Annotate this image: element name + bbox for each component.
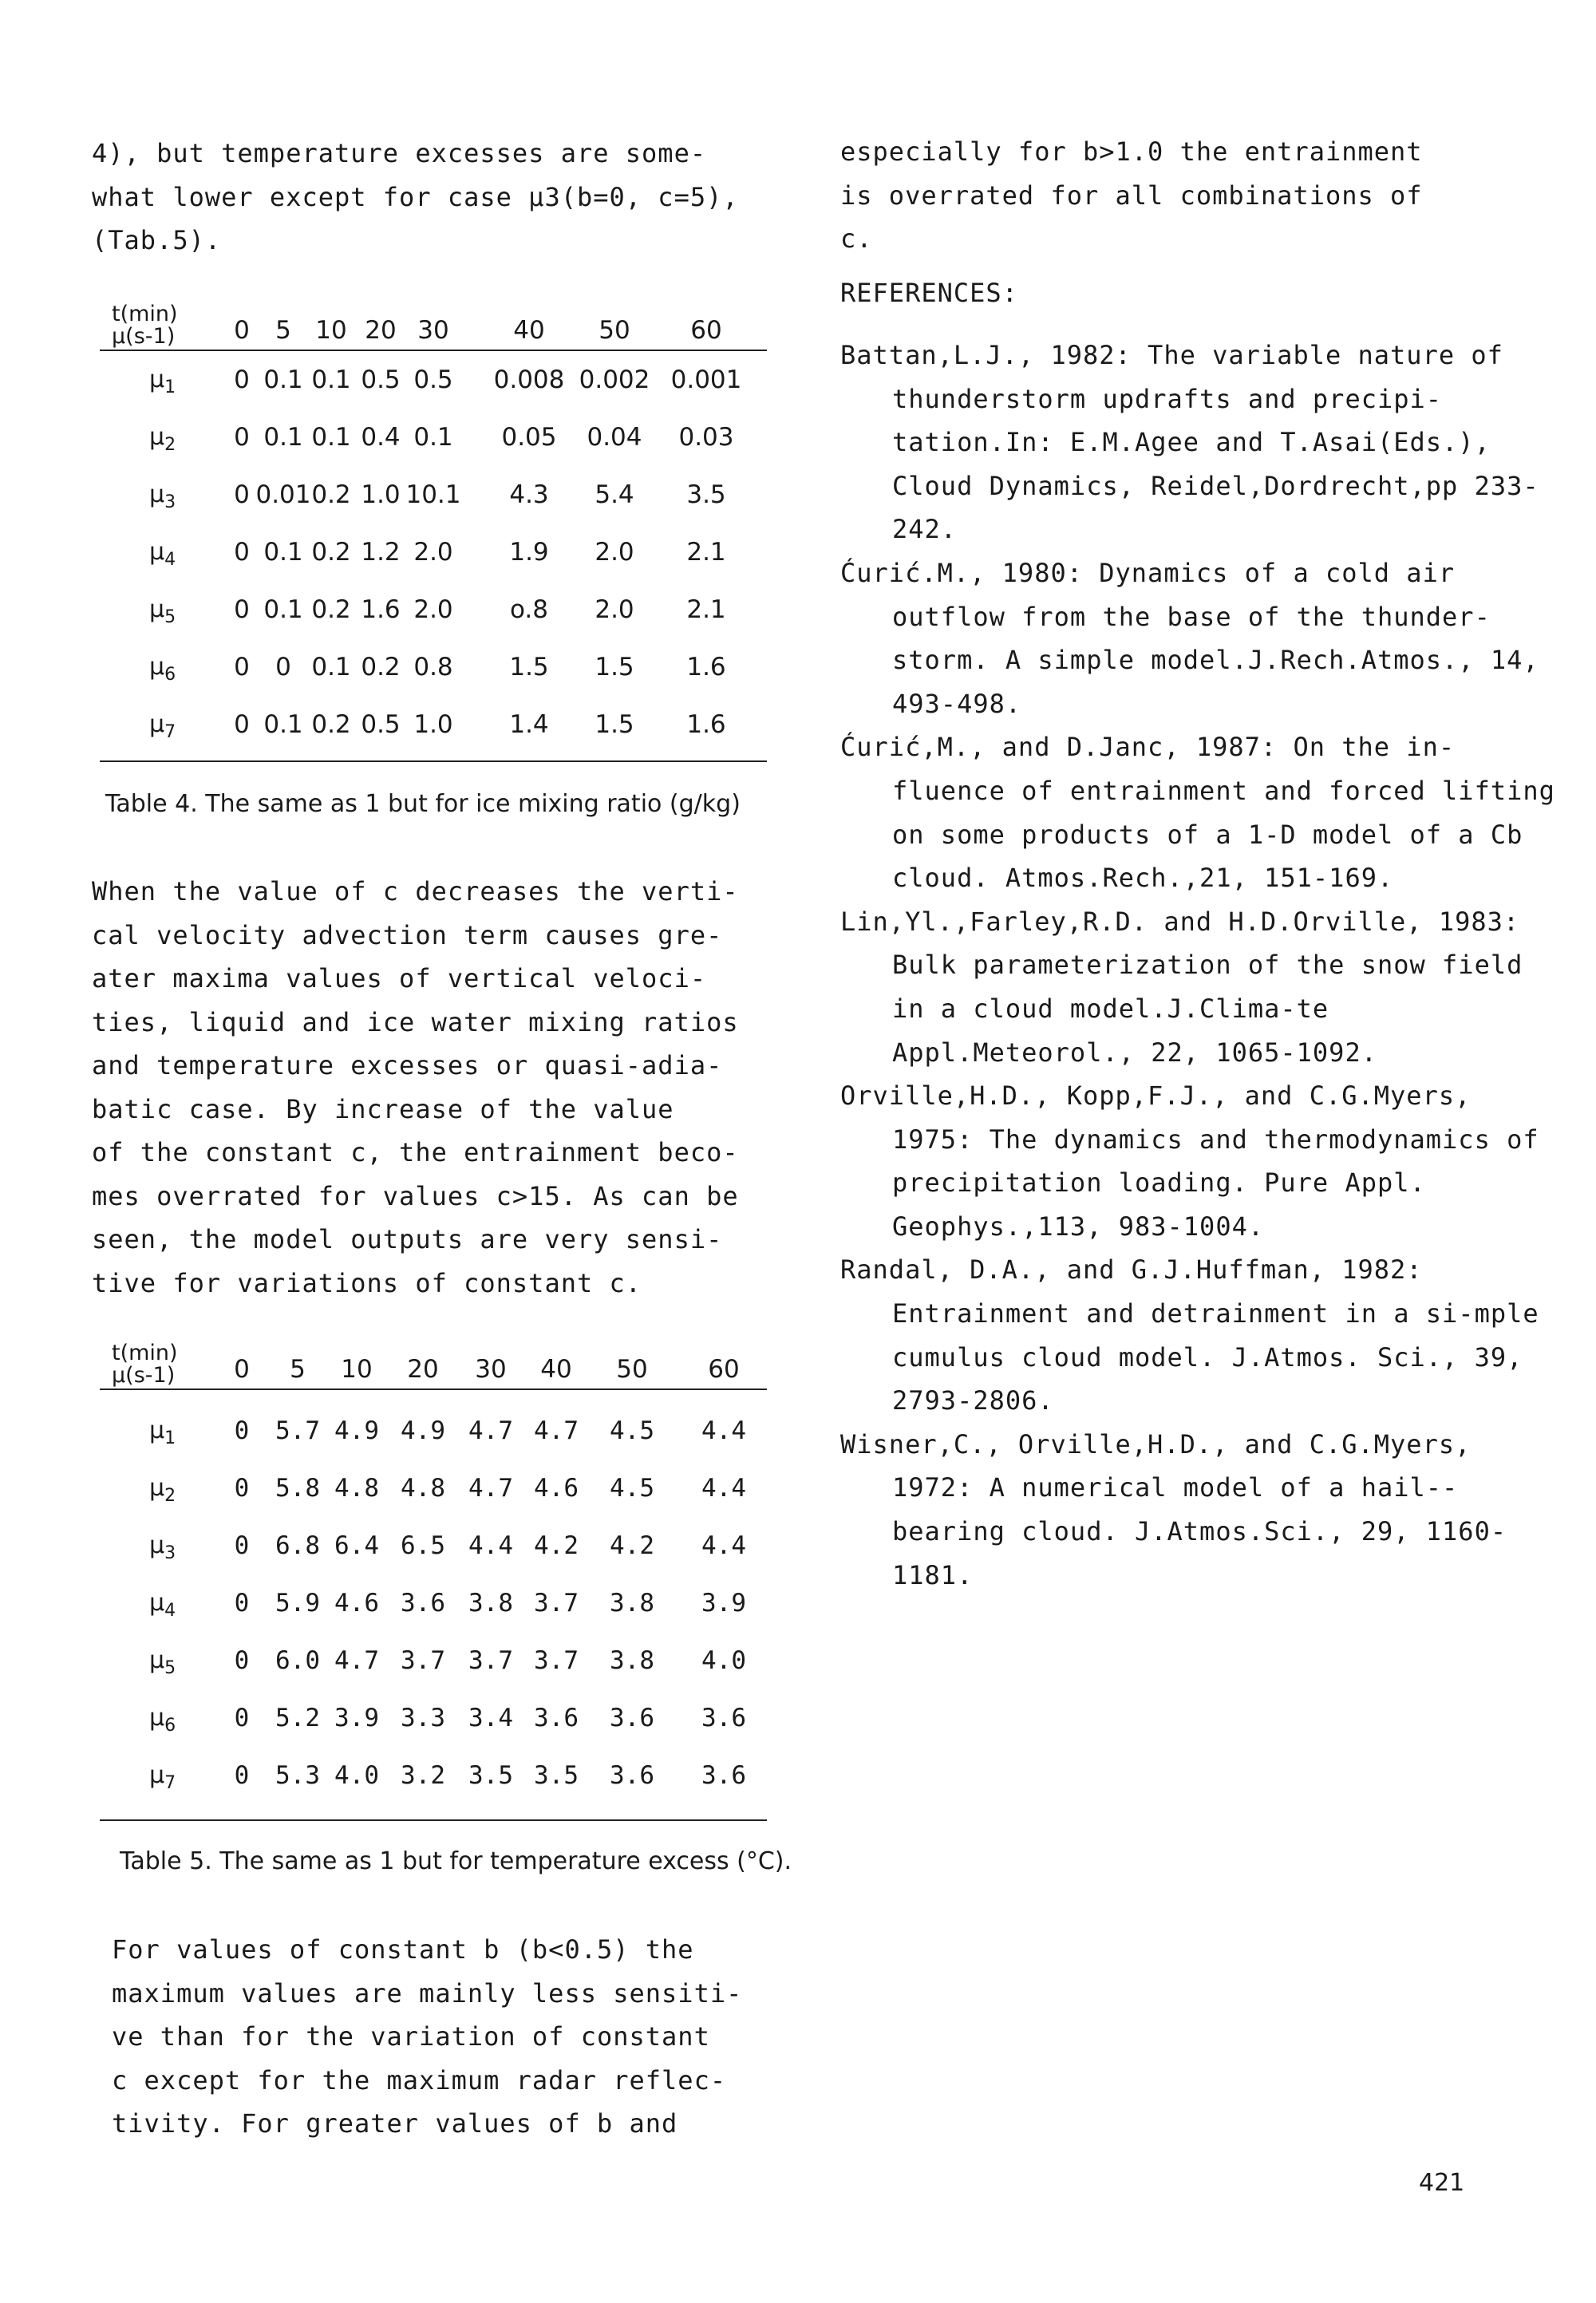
table-cell: 4.3 (509, 480, 549, 509)
header-time-label: t(min) (112, 302, 178, 326)
table-row (100, 587, 767, 645)
header-rate-label: μ(s-1) (112, 1363, 176, 1388)
table-cell: 4.2 (610, 1531, 654, 1560)
table-cell: 0 (234, 480, 250, 509)
table-cell: 0.2 (361, 653, 401, 681)
table-cell: 4.0 (701, 1646, 746, 1675)
table-row (100, 1466, 767, 1523)
table-cell: 3.6 (534, 1704, 579, 1732)
table-cell: 3.7 (401, 1646, 445, 1675)
header-time-30: 30 (475, 1355, 507, 1384)
table-cell: 0.2 (311, 538, 351, 567)
table-5-caption: Table 5. The same as 1 but for temperature excess (°C). (120, 1847, 792, 1875)
table-row (100, 472, 767, 530)
table-row (100, 1408, 767, 1466)
table-cell: 3.5 (468, 1761, 513, 1790)
row-label: $\mu_1$ (149, 365, 176, 397)
table-row (100, 415, 767, 472)
table-5-header (100, 1341, 767, 1390)
table-cell: 0.2 (311, 710, 351, 739)
table-cell: 3.4 (468, 1704, 513, 1732)
table-cell: 1.5 (595, 710, 634, 739)
table-cell: 0.1 (263, 365, 303, 394)
table-5-header-label (112, 1342, 178, 1387)
table-cell: 6.4 (334, 1531, 379, 1560)
table-cell: 3.9 (701, 1589, 746, 1618)
table-cell: 0.1 (311, 653, 351, 681)
table-cell: 4.4 (701, 1531, 746, 1560)
table-cell: 0.1 (263, 423, 303, 452)
header-time-5: 5 (290, 1355, 306, 1384)
table-row (100, 1523, 767, 1581)
row-label: $\mu_4$ (149, 538, 176, 570)
table-cell: 6.8 (275, 1531, 320, 1560)
table-cell: 4.5 (610, 1474, 654, 1503)
table-cell: 0.04 (587, 423, 642, 452)
paragraph-continued: especially for b>1.0 the entrainment is overrated for all combinations of c. (840, 136, 1423, 254)
row-label: $\mu_3$ (149, 480, 176, 512)
references-heading: REFERENCES: (840, 278, 1018, 308)
row-label: $\mu_6$ (149, 1704, 176, 1736)
table-cell: 0.5 (361, 710, 401, 739)
row-label: $\mu_6$ (149, 653, 176, 685)
table-cell: 4.9 (334, 1416, 379, 1445)
table-cell: 3.8 (610, 1589, 654, 1618)
table-cell: 4.7 (334, 1646, 379, 1675)
row-label: $\mu_7$ (149, 710, 176, 742)
table-cell: 3.8 (610, 1646, 654, 1675)
table-cell: 0 (234, 1474, 250, 1503)
reference-item: Randal, D.A., and G.J.Huffman, 1982: Entrainment and detrainment in a si-mple cumulus cloud model. J.Atmos. Sci., 39, 2793-2806. (840, 1254, 1539, 1416)
header-time-0: 0 (234, 316, 250, 345)
table-cell: 1.5 (509, 653, 549, 681)
table-cell: 3.8 (468, 1589, 513, 1618)
row-label: $\mu_5$ (149, 1646, 176, 1678)
table-4-header-rule (100, 350, 767, 351)
table-cell: 4.8 (401, 1474, 445, 1503)
table-4-header (100, 302, 767, 351)
table-cell: 3.5 (534, 1761, 579, 1790)
table-cell: 5.9 (275, 1589, 320, 1618)
header-rate-label: μ(s-1) (112, 324, 176, 349)
table-cell: 0.2 (311, 480, 351, 509)
table-row (100, 1753, 767, 1811)
table-cell: 3.2 (401, 1761, 445, 1790)
table-cell: 3.3 (401, 1704, 445, 1732)
table-cell: 4.6 (334, 1589, 379, 1618)
row-label: $\mu_2$ (149, 1474, 176, 1506)
table-cell: 0.001 (670, 365, 742, 394)
table-cell: 2.0 (413, 538, 453, 567)
table-cell: 0.2 (311, 595, 351, 624)
table-cell: 0.008 (493, 365, 565, 394)
table-cell: 0.1 (263, 538, 303, 567)
table-cell: 3.6 (701, 1704, 746, 1732)
table-cell: 0 (234, 595, 250, 624)
table-cell: 1.9 (509, 538, 549, 567)
table-cell: 4.8 (334, 1474, 379, 1503)
table-cell: 0 (234, 423, 250, 452)
table-cell: 5.3 (275, 1761, 320, 1790)
table-cell: 0 (234, 1704, 250, 1732)
table-cell: 4.7 (534, 1416, 579, 1445)
header-time-5: 5 (275, 316, 291, 345)
table-cell: o.8 (510, 595, 548, 624)
table-cell: 1.2 (361, 538, 401, 567)
table-5-bottom-rule (100, 1819, 767, 1821)
table-cell: 3.6 (701, 1761, 746, 1790)
header-time-10: 10 (315, 316, 347, 345)
table-cell: 5.4 (595, 480, 634, 509)
table-row (100, 1638, 767, 1696)
table-cell: 5.8 (275, 1474, 320, 1503)
table-cell: 0 (234, 1646, 250, 1675)
table-cell: 0.8 (413, 653, 453, 681)
header-time-0: 0 (234, 1355, 250, 1384)
table-cell: 3.9 (334, 1704, 379, 1732)
table-cell: 0.5 (361, 365, 401, 394)
table-cell: 4.4 (701, 1474, 746, 1503)
table-cell: 3.7 (534, 1646, 579, 1675)
header-time-20: 20 (365, 316, 397, 345)
table-cell: 0 (234, 1416, 250, 1445)
table-cell: 0.1 (263, 595, 303, 624)
header-time-50: 50 (598, 316, 630, 345)
table-cell: 0.5 (413, 365, 453, 394)
table-cell: 4.7 (468, 1474, 513, 1503)
header-time-40: 40 (540, 1355, 572, 1384)
table-cell: 4.0 (334, 1761, 379, 1790)
table-4-caption: Table 4. The same as 1 but for ice mixing ratio (g/kg) (105, 790, 741, 818)
table-cell: 0.4 (361, 423, 401, 452)
table-cell: 2.1 (686, 538, 726, 567)
table-cell: 10.1 (405, 480, 461, 509)
table-cell: 5.2 (275, 1704, 320, 1732)
table-row (100, 357, 767, 415)
header-time-10: 10 (341, 1355, 373, 1384)
paragraph-body: When the value of c decreases the verti- cal velocity advection term causes gre- ater maxima values of vertical veloci- ties, liquid and ice water mixing ratios and temperature excesses or quasi-adia- batic case. By increase of the value of the constant c, the entrainment beco- mes overrated for values c>15. As can be seen, the model outputs are very sensi- tive for variations of constant c. (92, 876, 739, 1298)
table-cell: 2.0 (595, 538, 634, 567)
row-label: $\mu_5$ (149, 595, 176, 627)
table-cell: 0 (234, 1589, 250, 1618)
references-list (840, 334, 1558, 1597)
table-row (100, 530, 767, 587)
row-label: $\mu_7$ (149, 1761, 176, 1793)
table-4-bottom-rule (100, 760, 767, 762)
header-time-60: 60 (690, 316, 722, 345)
table-cell: 4.9 (401, 1416, 445, 1445)
reference-item: Lin,Yl.,Farley,R.D. and H.D.Orville, 1983: Bulk parameterization of the snow field in a cloud model.J.Clima-te Appl.Meteorol., 22, 1065-1092. (840, 906, 1523, 1068)
table-cell: 0.1 (311, 365, 351, 394)
table-cell: 1.5 (595, 653, 634, 681)
table-cell: 3.7 (534, 1589, 579, 1618)
header-time-40: 40 (513, 316, 545, 345)
page-number: 421 (1419, 2169, 1465, 2197)
table-cell: 4.2 (534, 1531, 579, 1560)
table-4-header-label (112, 303, 178, 348)
table-row (100, 1581, 767, 1638)
table-cell: 4.5 (610, 1416, 654, 1445)
table-cell: 0 (234, 1531, 250, 1560)
table-cell: 6.0 (275, 1646, 320, 1675)
table-cell: 2.0 (413, 595, 453, 624)
table-cell: 0.1 (263, 710, 303, 739)
table-cell: 2.1 (686, 595, 726, 624)
table-cell: 1.0 (413, 710, 453, 739)
table-row (100, 1696, 767, 1753)
table-cell: 0.01 (255, 480, 311, 509)
header-time-50: 50 (616, 1355, 648, 1384)
table-cell: 0 (234, 365, 250, 394)
table-cell: 0.05 (501, 423, 557, 452)
table-cell: 4.4 (468, 1531, 513, 1560)
reference-item: Battan,L.J., 1982: The variable nature of thunderstorm updrafts and precipi-tation.In: E.M.Agee and T.Asai(Eds.), Cloud Dynamics, Reidel,Dordrecht,pp 233-242. (840, 340, 1539, 545)
table-cell: 2.0 (595, 595, 634, 624)
table-cell: 1.6 (686, 653, 726, 681)
reference-item: Ćurić.M., 1980: Dynamics of a cold air outflow from the base of the thunder-storm. A simple model.J.Rech.Atmos., 14, 493-498. (840, 557, 1539, 719)
paragraph-closing: For values of constant b (b<0.5) the maximum values are mainly less sensiti- ve than for the variation of constant c except for the maximum radar reflec- tivity. For greater values of b and (112, 1934, 743, 2139)
table-cell: 4.4 (701, 1416, 746, 1445)
table-cell: 5.7 (275, 1416, 320, 1445)
table-cell: 0.1 (413, 423, 453, 452)
table-cell: 3.6 (610, 1761, 654, 1790)
reference-item: Orville,H.D., Kopp,F.J., and C.G.Myers, 1975: The dynamics and thermodynamics of precipitation loading. Pure Appl. Geophys.,113, 983-1004. (840, 1080, 1539, 1242)
table-cell: 1.6 (361, 595, 401, 624)
table-cell: 0 (275, 653, 291, 681)
table-cell: 3.6 (610, 1704, 654, 1732)
table-cell: 0 (234, 653, 250, 681)
table-cell: 1.0 (361, 480, 401, 509)
table-cell: 3.5 (686, 480, 726, 509)
header-time-30: 30 (417, 316, 449, 345)
table-cell: 0 (234, 1761, 250, 1790)
table-cell: 0 (234, 538, 250, 567)
row-label: $\mu_1$ (149, 1416, 176, 1448)
table-cell: 0.002 (579, 365, 650, 394)
reference-item: Wisner,C., Orville,H.D., and C.G.Myers, 1972: A numerical model of a hail--bearing cloud. J.Atmos.Sci., 29, 1160-1181. (840, 1428, 1507, 1590)
table-cell: 4.7 (468, 1416, 513, 1445)
table-cell: 1.4 (509, 710, 549, 739)
table-row (100, 702, 767, 760)
table-row (100, 645, 767, 702)
header-time-20: 20 (407, 1355, 439, 1384)
table-cell: 0 (234, 710, 250, 739)
row-label: $\mu_2$ (149, 423, 176, 455)
row-label: $\mu_4$ (149, 1589, 176, 1621)
table-cell: 6.5 (401, 1531, 445, 1560)
table-cell: 3.6 (401, 1589, 445, 1618)
header-time-60: 60 (708, 1355, 740, 1384)
table-5-header-rule (100, 1389, 767, 1390)
table-cell: 0.1 (311, 423, 351, 452)
table-cell: 4.6 (534, 1474, 579, 1503)
header-time-label: t(min) (112, 1341, 178, 1365)
reference-item: Ćurić,M., and D.Janc, 1987: On the in-fluence of entrainment and forced lifting on some products of a 1-D model of a Cb cloud. Atmos.Rech.,21, 151-169. (840, 732, 1555, 894)
table-cell: 1.6 (686, 710, 726, 739)
paragraph-intro: 4), but temperature excesses are some- what lower except for case μ3(b=0, c=5), (Tab.5). (92, 138, 739, 255)
row-label: $\mu_3$ (149, 1531, 176, 1563)
table-cell: 3.7 (468, 1646, 513, 1675)
table-cell: 0.03 (678, 423, 734, 452)
